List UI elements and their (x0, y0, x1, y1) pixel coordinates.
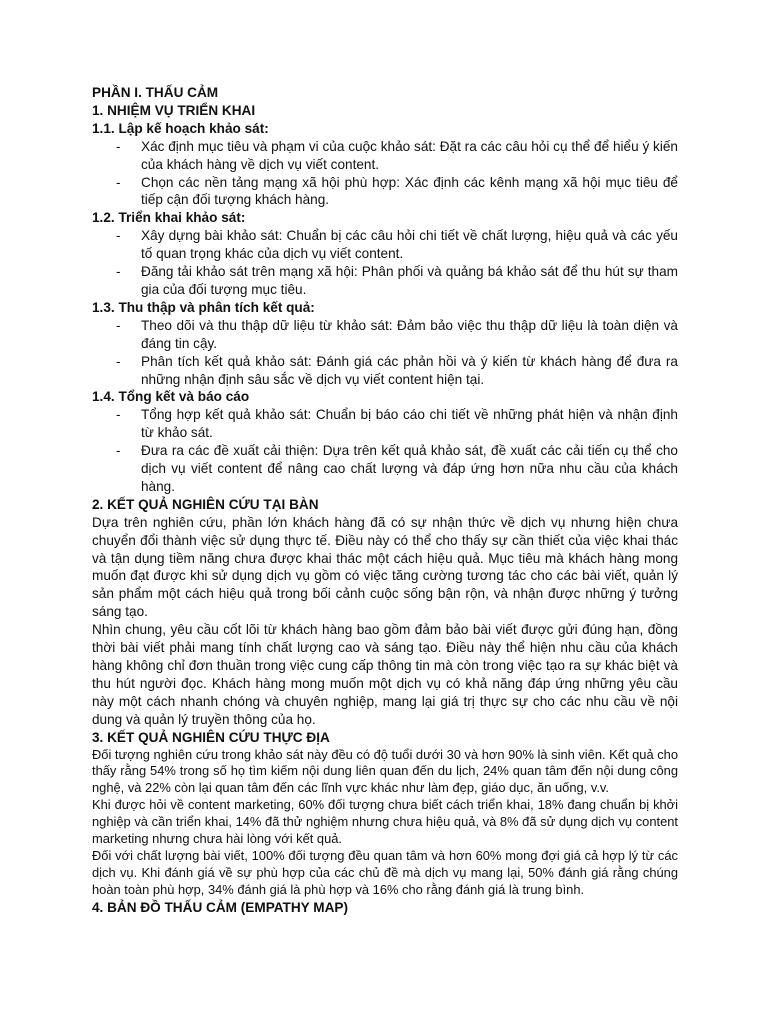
subsection-1-2-title: 1.2. Triển khai khảo sát: (92, 210, 246, 226)
list-item: - Đăng tải khảo sát trên mạng xã hội: Phân phối và quảng bá khảo sát để thu hút sự tham gia của đối tượng mục tiêu. (141, 263, 678, 299)
subsection-1-2-list (92, 227, 678, 299)
subsection-1-4-list (92, 406, 678, 496)
section-3-paragraph: Khi được hỏi về content marketing, 60% đối tượng chưa biết cách triển khai, 18% đang chuẩn bị khởi nghiệp và cần triển khai, 14% đã thử nghiệm nhưng chưa hiệu quả, và 8% đã sử dụng dịch vụ content marketing nhưng chưa hài lòng với kết quả. (92, 797, 678, 847)
subsection-1-1-title: 1.1. Lập kế hoạch khảo sát: (92, 120, 269, 136)
section-2-title: 2. KẾT QUẢ NGHIÊN CỨU TẠI BÀN (92, 496, 319, 512)
section-3-paragraph: Đối với chất lượng bài viết, 100% đối tượng đều quan tâm và hơn 60% mong đợi giá cả hợp lý từ các dịch vụ. Khi đánh giá về sự phù hợp của các chủ đề mà dịch vụ mang lại, 50% đánh giá rằng chúng hoàn toàn phù hợp, 34% đánh giá là phù hợp và 16% cho rằng đánh giá là trung bình. (92, 847, 678, 897)
subsection-1-4-title: 1.4. Tổng kết và báo cáo (92, 389, 250, 405)
part-title: PHẦN I. THẤU CẢM (92, 85, 219, 100)
subsection-1-3-title: 1.3. Thu thập và phân tích kết quả: (92, 299, 315, 315)
section-3-title: 3. KẾT QUẢ NGHIÊN CỨU THỰC ĐỊA (92, 729, 330, 745)
section-3-paragraph: Đối tượng nghiên cứu trong khảo sát này đều có độ tuổi dưới 30 và hơn 90% là sinh viên. Kết quả cho thấy rằng 54% trong số họ tìm kiếm nội dung liên quan đến du lịch, 24% quan tâm đến nội dung công nghệ, và 22% còn lại quan tâm đến các lĩnh vực khác như làm đẹp, giáo dục, ăn uống, v.v. (92, 746, 678, 796)
list-item: - Đưa ra các đề xuất cải thiện: Dựa trên kết quả khảo sát, đề xuất các cải tiến cụ thể cho dịch vụ viết content để nâng cao chất lượng và đáp ứng hơn nữa nhu cầu của khách hàng. (141, 442, 678, 496)
list-item: - Phân tích kết quả khảo sát: Đánh giá các phản hồi và ý kiến từ khách hàng để đưa ra những nhận định sâu sắc về dịch vụ viết content hiện tại. (141, 353, 678, 389)
section-2-paragraph: Dựa trên nghiên cứu, phần lớn khách hàng đã có sự nhận thức về dịch vụ nhưng hiện chưa chuyển đổi thành việc sử dụng thực tế. Điều này có thể cho thấy sự cần thiết của việc khai thác và tận dụng tiềm năng chưa được khai thác một cách hiệu quả. Mục tiêu mà khách hàng mong muốn đạt được khi sử dụng dịch vụ gồm có việc tăng cường tương tác cho các bài viết, quản lý sản phẩm một cách hiệu quả trong bối cảnh cuộc sống bận rộn, và nhận được những ý tưởng sáng tạo. (92, 514, 678, 620)
list-item: - Theo dõi và thu thập dữ liệu từ khảo sát: Đảm bảo việc thu thập dữ liệu là toàn diện và đáng tin cậy. (141, 317, 678, 353)
section-4-title: 4. BẢN ĐỒ THẤU CẢM (EMPATHY MAP) (92, 899, 349, 915)
list-item: - Chọn các nền tảng mạng xã hội phù hợp: Xác định các kênh mạng xã hội mục tiêu để tiếp cận đối tượng khách hàng. (141, 174, 678, 210)
list-item: - Xây dựng bài khảo sát: Chuẩn bị các câu hỏi chi tiết về chất lượng, hiệu quả và các yếu tố quan trọng khác của dịch vụ viết content. (141, 227, 678, 263)
section-1-title: 1. NHIỆM VỤ TRIỂN KHAI (92, 102, 256, 118)
list-item: - Xác định mục tiêu và phạm vi của cuộc khảo sát: Đặt ra các câu hỏi cụ thể để hiểu ý kiến của khách hàng về dịch vụ viết content. (141, 138, 678, 174)
subsection-1-3-list (92, 317, 678, 389)
subsection-1-1-list (92, 138, 678, 210)
section-2-paragraph: Nhìn chung, yêu cầu cốt lõi từ khách hàng bao gồm đảm bảo bài viết được gửi đúng hạn, đồng thời bài viết phải mang tính chất lượng cao và sáng tạo. Điều này thể hiện nhu cầu của khách hàng không chỉ đơn thuần trong việc cung cấp thông tin mà còn trong việc tạo ra sự khác biệt và thu hút người đọc. Khách hàng mong muốn một dịch vụ có khả năng đáp ứng những yêu cầu này một cách nhanh chóng và chuyên nghiệp, mang lại giá trị thực sự cho các nhu cầu về nội dung và quản lý truyền thông của họ. (92, 622, 678, 727)
list-item: - Tổng hợp kết quả khảo sát: Chuẩn bị báo cáo chi tiết về những phát hiện và nhận định từ khảo sát. (141, 406, 678, 442)
